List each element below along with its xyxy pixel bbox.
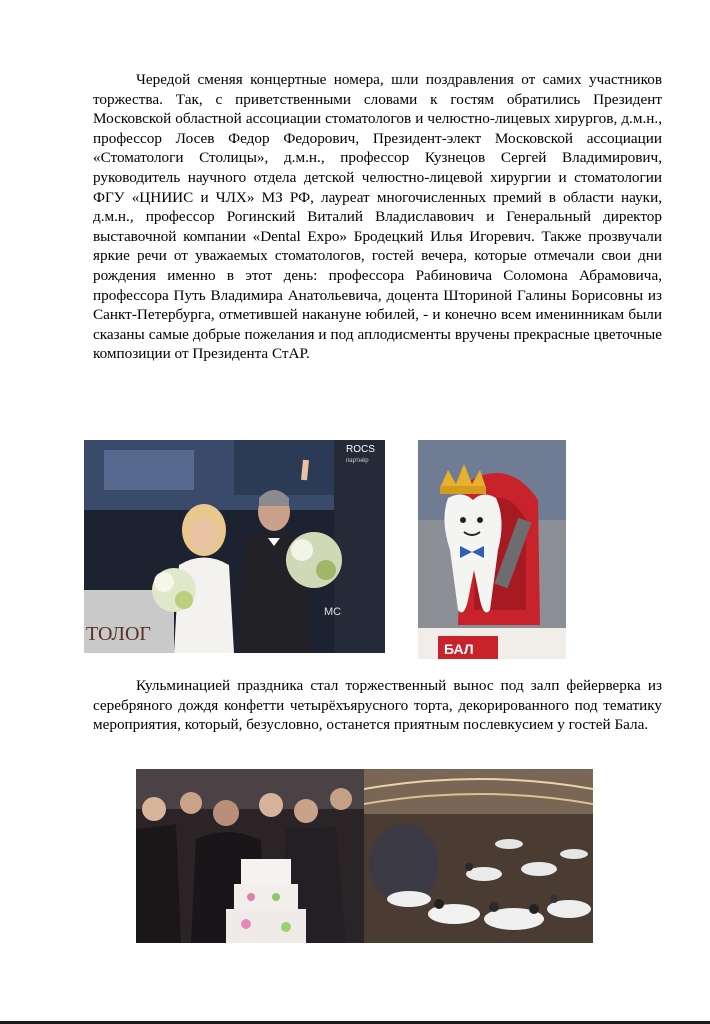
paragraph-congratulations: Чередой сменяя концертные номера, шли поздравления от самих участников торжества. Так, с приветственными словами к гостям обратились Президент Московской областной ассоциации стоматологов и челюстно-лицевых хирургов, д.м.н., профессор Лосев Федор Федорович, Президент-элект Московской ассоциации «Стоматологи Столицы», д.м.н., профессор Кузнецов Сергей Владимирович, руководитель научного отдела детской челюстно-лицевой хирургии и стоматологии ФГУ «ЦНИИС и ЧЛХ» МЗ РФ, лауреат многочисленных премий в области науки, д.м.н., профессор Рогинский Виталий Владиславович и Генеральный директор выставочной компании «Dental Expo» Бродецкий Илья Игоревич. Также прозвучали яркие речи от уважаемых стоматологов, гостей вечера, которые отмечали свои дни рождения именно в этот день: профессора Рабиновича Соломона Абрамовича, профессора Путь Владимира Анатольевича, доцента Шториной Галины Борисовны из Санкт-Петербурга, отметившей накануне юбилей, - и конечно всем именинникам были сказаны самые добрые пожелания и под аплодисменты вручены прекрасные цветочные композиции от Президента СтАР.	[93, 71, 662, 363]
rocs-banner-subtext: партнёр	[346, 458, 369, 464]
photo-banquet-hall	[364, 769, 593, 943]
photo-tooth-cake-throne	[418, 440, 566, 659]
stage-backdrop-text: ТОЛОГ	[86, 623, 151, 645]
photo-guests-with-cake	[136, 769, 364, 943]
rocs-banner-text: ROCS	[346, 444, 375, 455]
paragraph-culmination: Кульминацией праздника стал торжественный вынос под залп фейерверка из серебряного дождя конфетти четырёхъярусного торта, декорированного под тематику мероприятия, который, безусловно, останется приятным послевкусием у гостей Бала.	[93, 677, 662, 734]
cake-label-text: БАЛ	[444, 641, 474, 657]
stage-backdrop-right-text: МС	[324, 606, 342, 618]
photo-couple-on-stage	[84, 440, 385, 653]
